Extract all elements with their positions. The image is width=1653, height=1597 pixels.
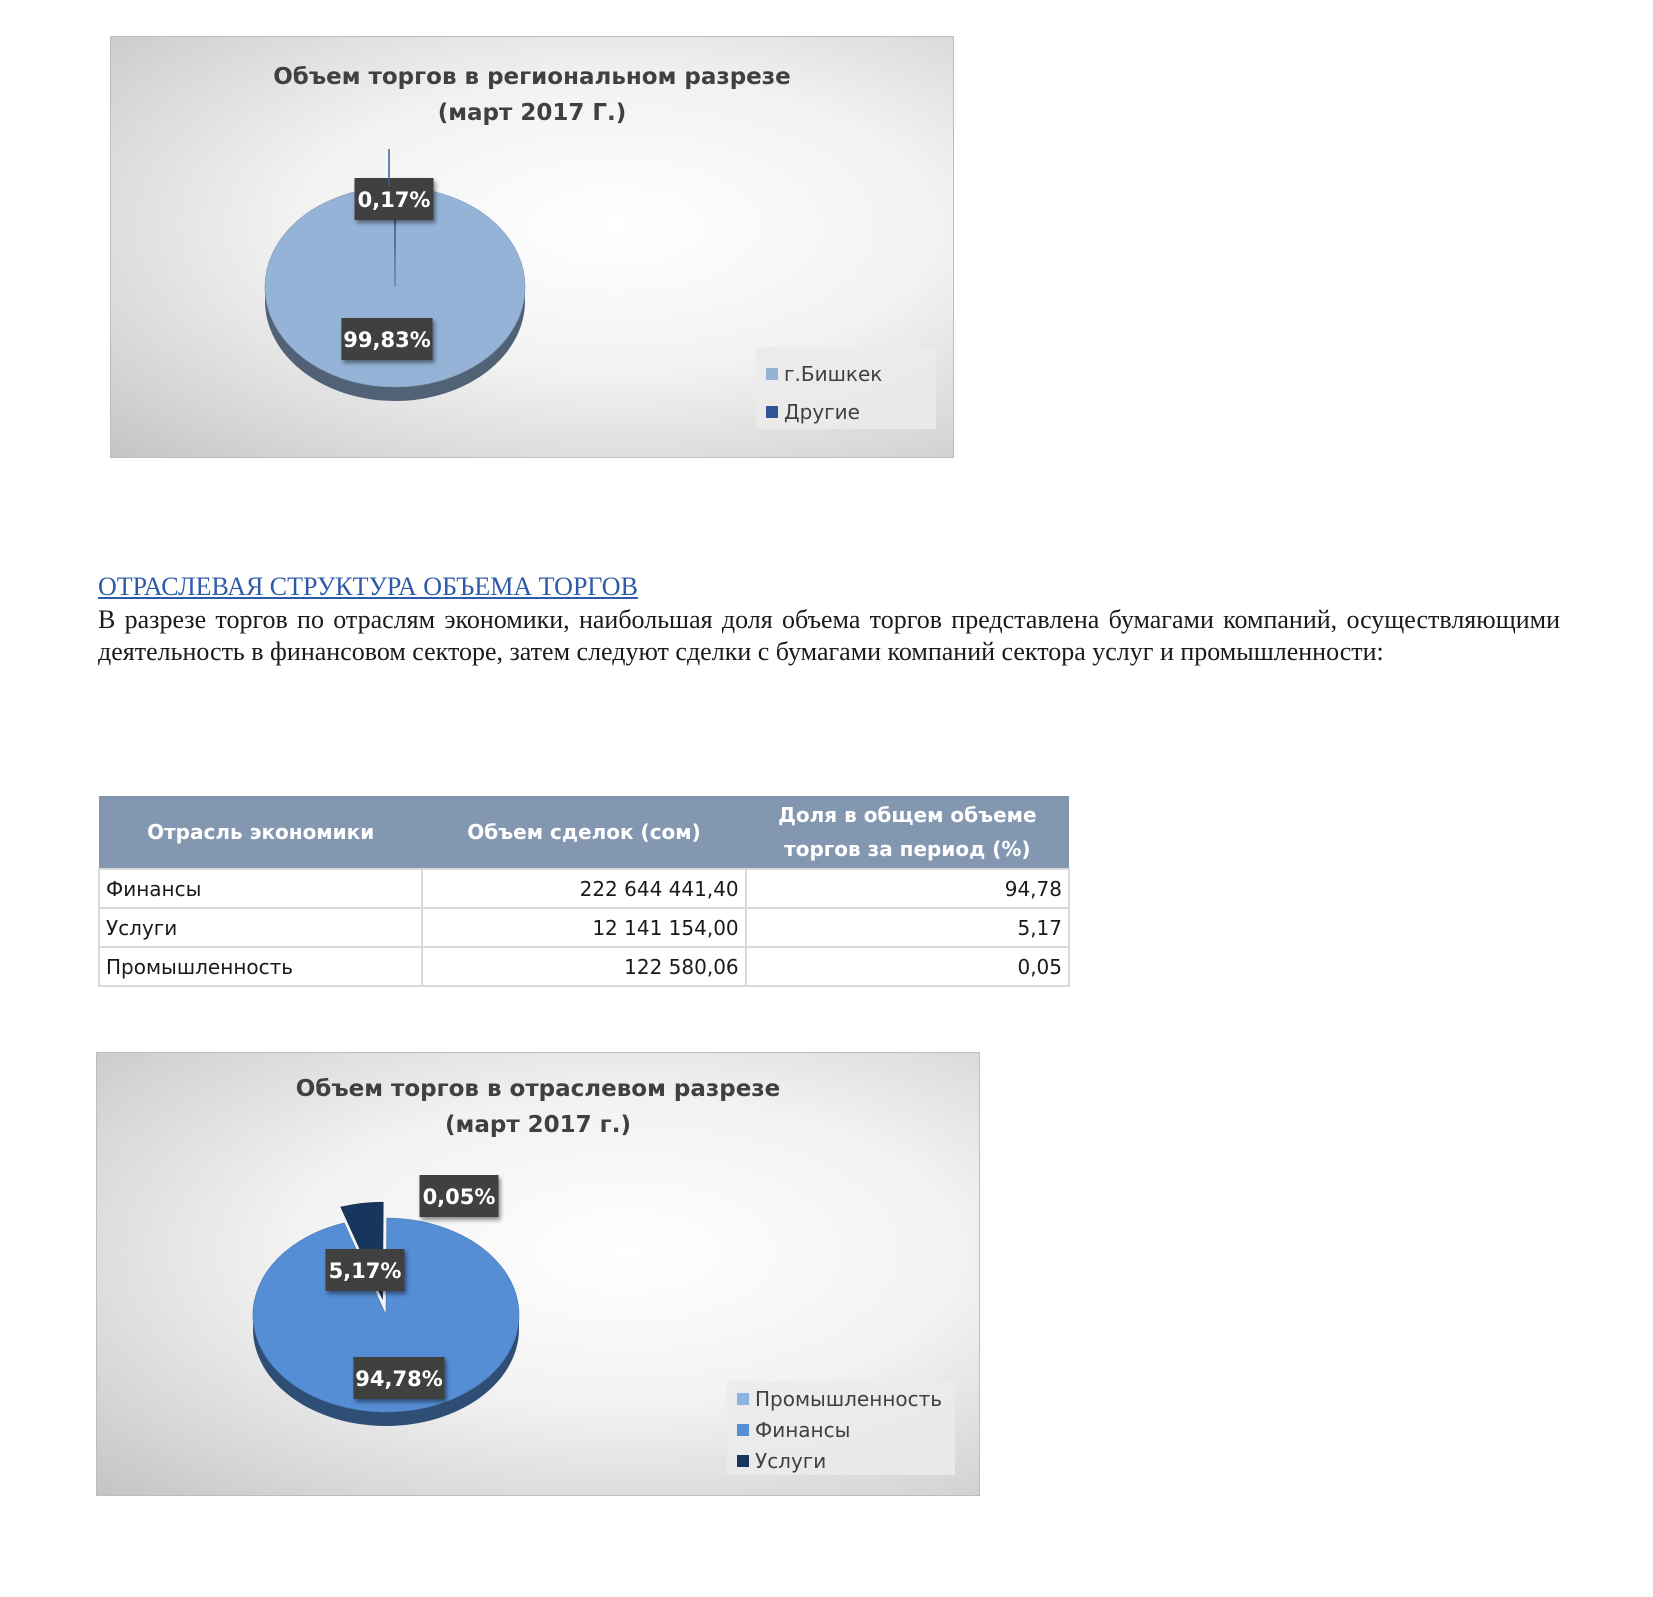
- legend-swatch: [737, 1424, 749, 1436]
- data-label-другие: [355, 178, 434, 220]
- legend-item-г-бишкек: [766, 355, 926, 393]
- legend-swatch: [766, 368, 778, 380]
- industry-cell: Промышленность: [99, 947, 422, 986]
- svg-text:0,17%: 0,17%: [357, 188, 431, 212]
- chart-title-line2: (март 2017 Г.): [437, 100, 627, 126]
- legend-item-другие: [766, 393, 926, 431]
- data-label-услуги: [326, 1249, 405, 1291]
- legend-item-промышленность: [737, 1383, 945, 1414]
- chart-title-line1: Объем торгов в региональном разрезе: [273, 64, 791, 90]
- industry-pie-chart: [96, 1052, 980, 1496]
- svg-text:0,05%: 0,05%: [422, 1185, 496, 1209]
- table-header-row: [99, 796, 1069, 869]
- volume-cell: 222 644 441,40: [422, 869, 745, 908]
- chart-title-line1: Объем торгов в отраслевом разрезе: [295, 1076, 781, 1102]
- column-header-volume: Объем сделок (сом): [422, 796, 745, 869]
- svg-text:5,17%: 5,17%: [328, 1259, 402, 1283]
- legend-item-услуги: [737, 1445, 945, 1476]
- volume-cell: 122 580,06: [422, 947, 745, 986]
- legend-label: г.Бишкек: [784, 362, 883, 386]
- legend-label: Промышленность: [755, 1386, 943, 1411]
- data-label-финансы: [353, 1357, 444, 1399]
- table-row: [99, 869, 1069, 908]
- column-header-share: Доля в общем объеме торгов за период (%): [746, 796, 1069, 869]
- legend-swatch: [737, 1455, 749, 1467]
- chart-legend: [727, 1381, 955, 1475]
- table-row: [99, 947, 1069, 986]
- data-label-промышленность: [420, 1175, 499, 1217]
- svg-text:94,78%: 94,78%: [355, 1367, 443, 1391]
- share-cell: 5,17: [746, 908, 1069, 947]
- column-header-industry: Отрасль экономики: [99, 796, 422, 869]
- legend-swatch: [737, 1393, 749, 1405]
- section-heading: ОТРАСЛЕВАЯ СТРУКТУРА ОБЪЕМА ТОРГОВ: [98, 572, 638, 601]
- regional-pie-chart: [110, 36, 954, 458]
- legend-item-финансы: [737, 1414, 945, 1445]
- industry-cell: Услуги: [99, 908, 422, 947]
- share-cell: 94,78: [746, 869, 1069, 908]
- legend-label: Услуги: [755, 1448, 827, 1473]
- legend-label: Финансы: [755, 1417, 851, 1442]
- chart-legend: [756, 347, 936, 429]
- chart-title-line2: (март 2017 г.): [445, 1112, 631, 1138]
- industry-volume-table: [98, 796, 1070, 987]
- legend-swatch: [766, 406, 778, 418]
- legend-label: Другие: [784, 400, 860, 424]
- volume-cell: 12 141 154,00: [422, 908, 745, 947]
- data-label-г-бишкек: [341, 318, 432, 360]
- section-paragraph: В разрезе торгов по отраслям экономики, наибольшая доля объема торгов представлена бумагами компаний, осуществляющими деятельность в финансовом секторе, затем следуют сделки с бумагами компаний сектора услуг и промышленности:: [98, 605, 1560, 666]
- share-cell: 0,05: [746, 947, 1069, 986]
- industry-cell: Финансы: [99, 869, 422, 908]
- table-row: [99, 908, 1069, 947]
- svg-text:99,83%: 99,83%: [343, 328, 431, 352]
